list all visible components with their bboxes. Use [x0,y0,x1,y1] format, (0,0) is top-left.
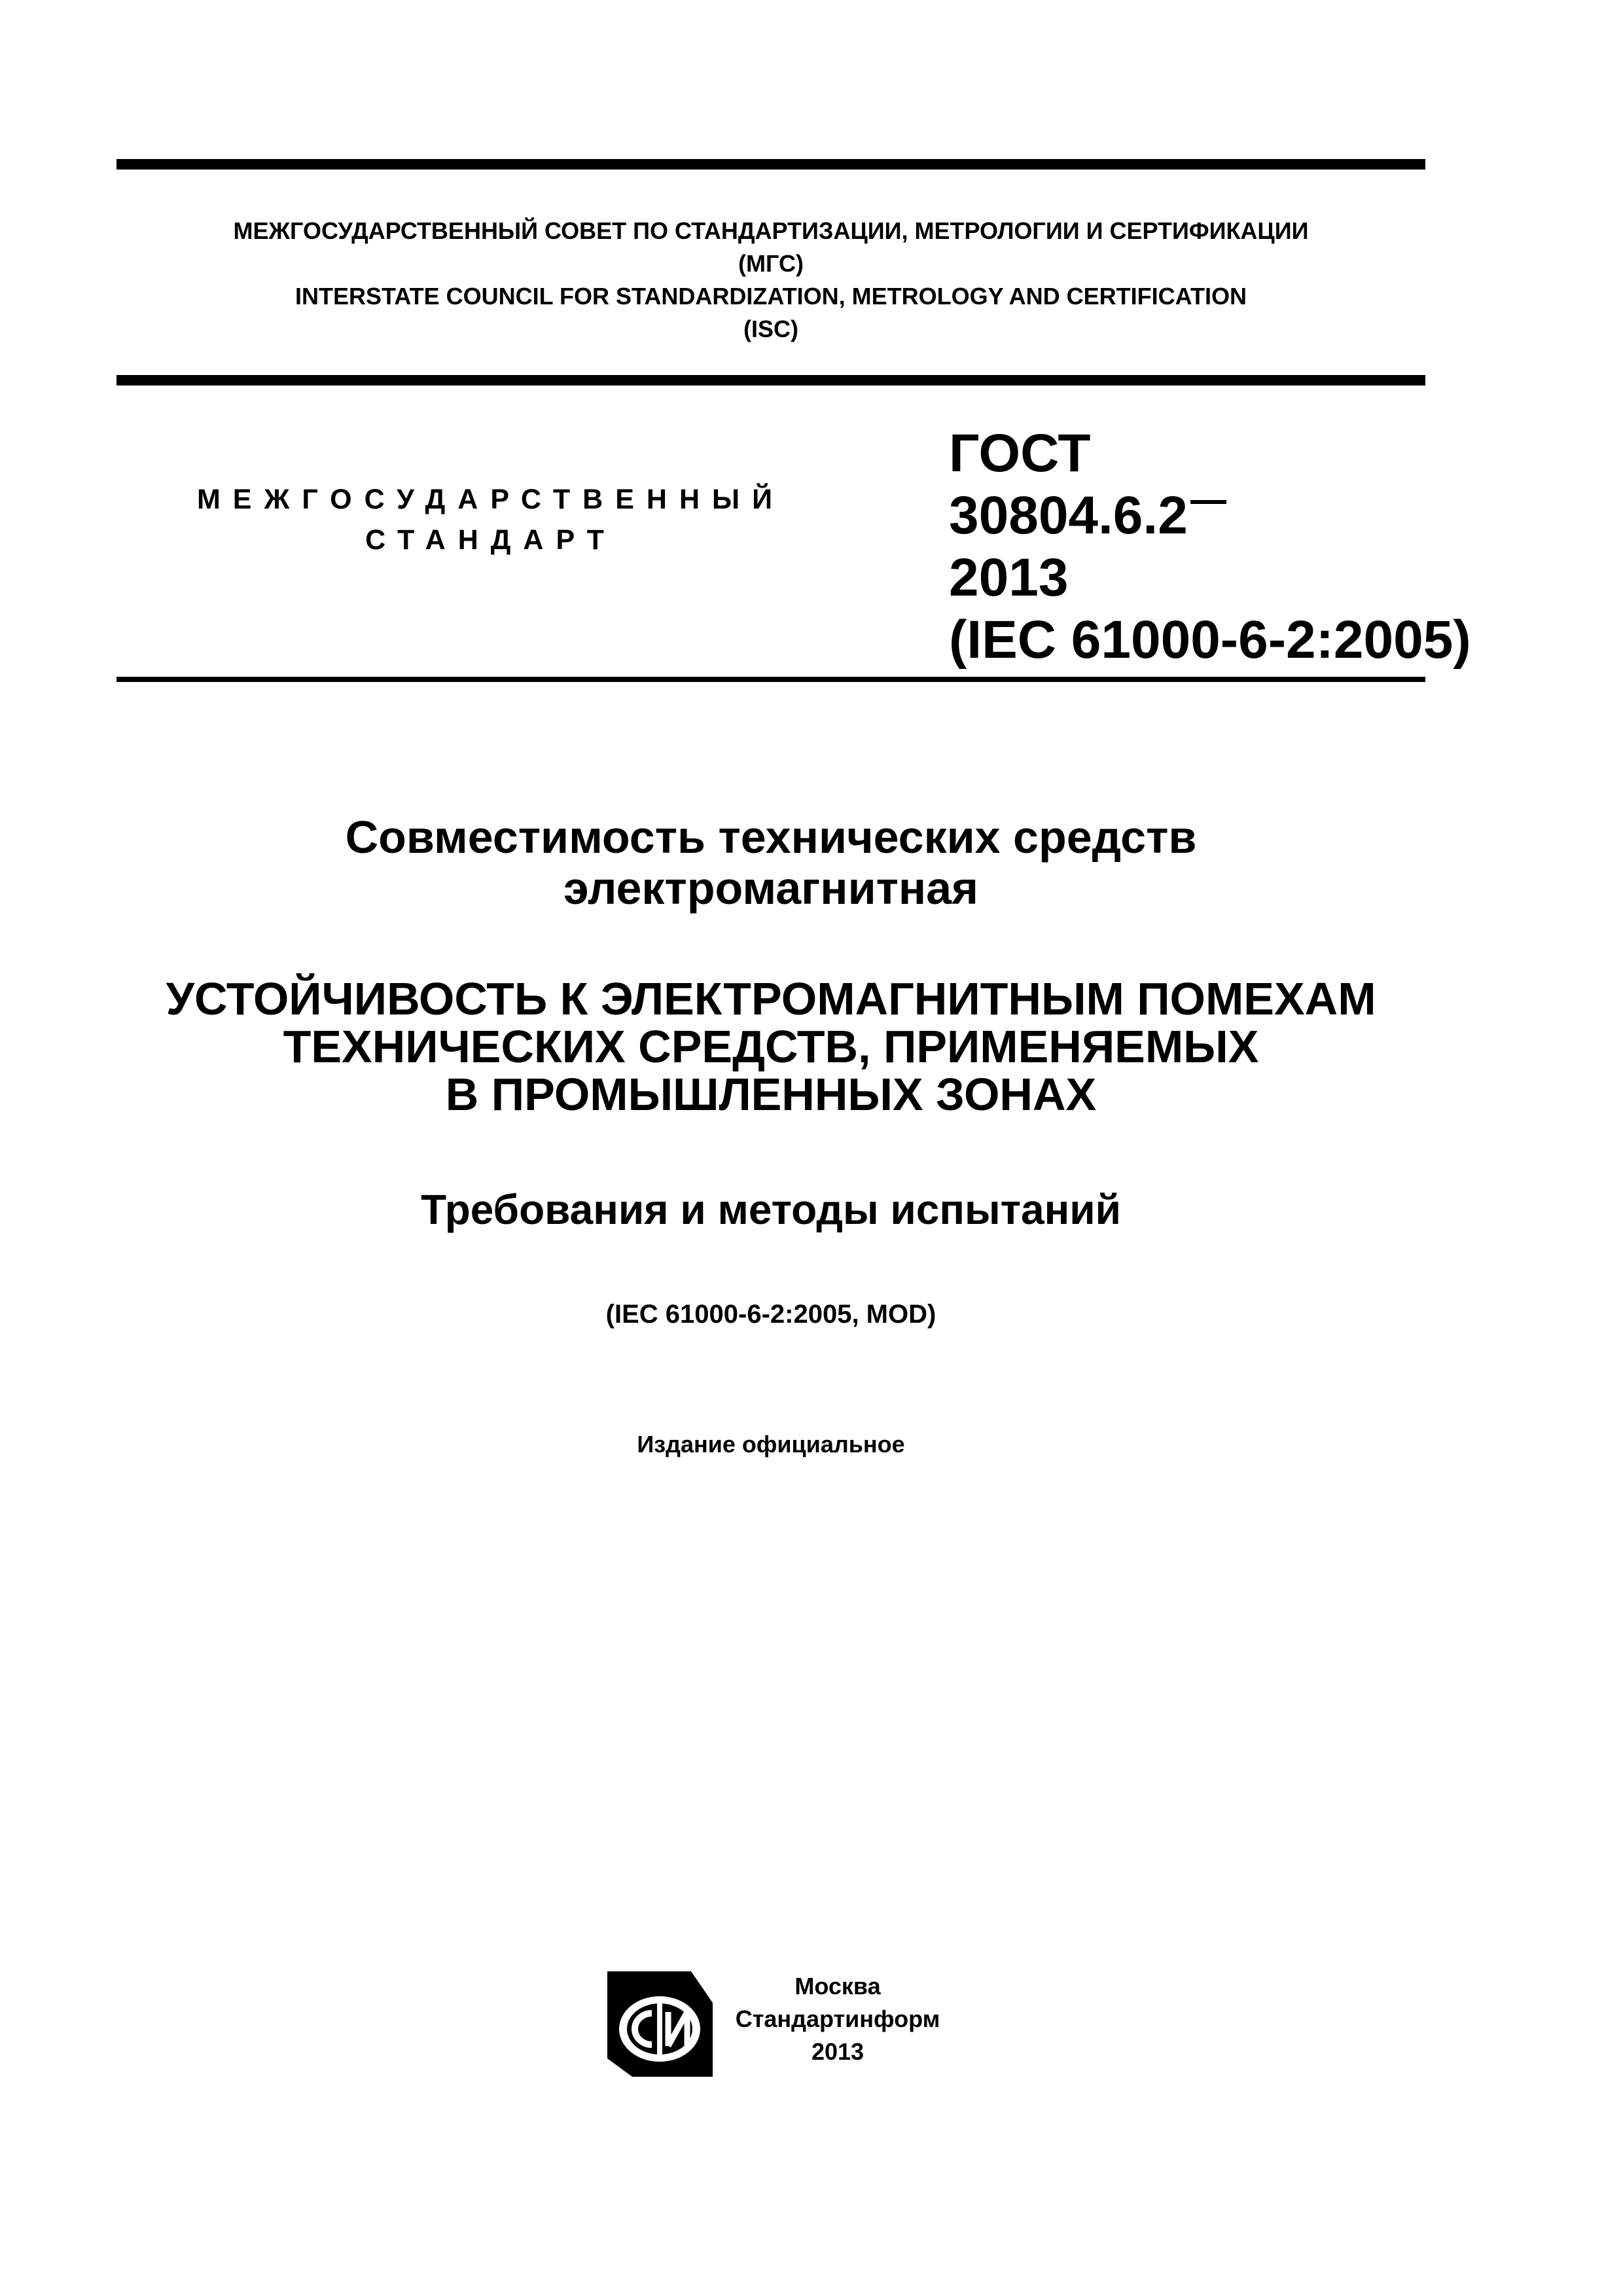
logo-svg [606,1970,714,2078]
council-name-en: INTERSTATE COUNCIL FOR STANDARDIZATION, METROLOGY AND CERTIFICATION [295,283,1247,310]
gost-number-line [949,484,1420,547]
part-title: Требования и методы испытаний [421,1186,1121,1233]
middle-rule [116,375,1425,386]
top-rule [116,159,1425,170]
council-abbr-en: (ISC) [743,315,798,342]
council-header [116,215,1425,346]
publisher-year: 2013 [811,2038,865,2065]
standard-type-line1: МЕЖГОСУДАРСТВЕННЫЙ [196,484,785,515]
council-abbr-ru: (МГС) [738,250,804,277]
publisher-city: Москва [794,1973,881,2000]
subtitle-line2: ТЕХНИЧЕСКИХ СРЕДСТВ, ПРИМЕНЯЕМЫХ [283,1021,1259,1072]
title-line2: электромагнитная [563,863,978,914]
subtitle-line1: УСТОЙЧИВОСТЬ К ЭЛЕКТРОМАГНИТНЫМ ПОМЕХАМ [166,973,1376,1024]
publisher-block [720,1970,955,2068]
gost-prefix: ГОСТ [949,423,1091,483]
subtitle-line3: В ПРОМЫШЛЕННЫХ ЗОНАХ [445,1069,1097,1120]
bottom-rule [116,677,1425,682]
gost-number: 30804.6.2 [949,486,1188,545]
document-subtitle [116,975,1425,1119]
title-line1: Совместимость технических средств [345,812,1197,863]
dash-mark [1190,500,1226,504]
council-name-ru: МЕЖГОСУДАРСТВЕННЫЙ СОВЕТ ПО СТАНДАРТИЗАЦИИ, МЕТРОЛОГИИ И СЕРТИФИКАЦИИ [233,217,1309,244]
publisher-name: Стандартинформ [735,2005,940,2032]
gost-year: 2013 [949,548,1069,607]
standartinform-logo-icon [606,1970,714,2078]
gost-designation [949,422,1471,671]
gost-iec: (IEC 61000-6-2:2005) [949,610,1471,670]
standard-type-line2: СТАНДАРТ [365,524,616,556]
edition-label: Издание официальное [637,1431,905,1458]
document-title [116,812,1425,914]
standard-type [131,479,851,560]
document-part-title [116,1183,1425,1236]
mod-reference: (IEC 61000-6-2:2005, MOD) [605,1300,936,1329]
